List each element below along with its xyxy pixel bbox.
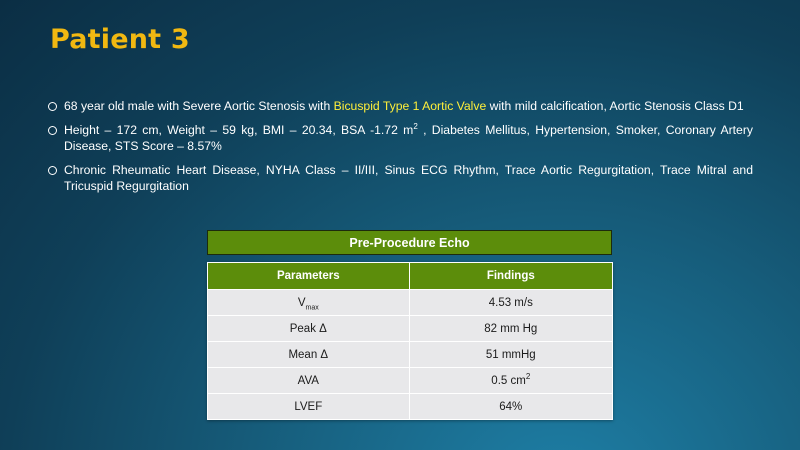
finding-cell: 64%: [409, 394, 612, 420]
parameter-cell: LVEF: [208, 394, 410, 420]
parameter-cell: AVA: [208, 368, 410, 394]
bullet-text: with mild calcification, Aortic Stenosis Class D1: [486, 99, 744, 113]
bullet-text: 68 year old male with Severe Aortic Stenosis with: [64, 99, 334, 113]
finding-label: 0.5 cm: [491, 374, 526, 387]
bullet-text: Chronic Rheumatic Heart Disease, NYHA Class – II/III, Sinus ECG Rhythm, Trace Aortic Regurgitation, Trace Mitral and Tricuspid Regurgitation: [64, 163, 753, 193]
echo-table: [207, 262, 613, 420]
parameter-cell: Peak Δ: [208, 316, 410, 342]
hollow-circle-bullet-icon: [48, 126, 57, 135]
bullet-text: , Diabetes Mellitus, Hypertension, Smoker, Coronary Artery Disease, STS Score – 8.57%: [64, 123, 753, 153]
column-header-findings: Findings: [409, 263, 612, 290]
hollow-circle-bullet-icon: [48, 102, 57, 111]
table-header-row: [208, 263, 613, 290]
bullet-list: [48, 98, 753, 202]
table-row: [208, 290, 613, 316]
bullet-item: [48, 98, 753, 114]
table-row: [208, 368, 613, 394]
hollow-circle-bullet-icon: [48, 166, 57, 175]
parameter-cell: Mean Δ: [208, 342, 410, 368]
superscript: 2: [413, 121, 418, 131]
slide-title: Patient 3: [50, 24, 190, 55]
column-header-parameters: Parameters: [208, 263, 410, 290]
highlighted-text: Bicuspid Type 1 Aortic Valve: [333, 99, 487, 113]
table-row: [208, 394, 613, 420]
superscript: 2: [525, 371, 531, 381]
table-title: Pre-Procedure Echo: [207, 230, 612, 255]
finding-cell: 51 mmHg: [409, 342, 612, 368]
bullet-item: [48, 162, 753, 194]
finding-cell: 82 mm Hg: [409, 316, 612, 342]
finding-cell: [409, 368, 612, 394]
table-row: [208, 342, 613, 368]
table-row: [208, 316, 613, 342]
bullet-text: Height – 172 cm, Weight – 59 kg, BMI – 20.34, BSA -1.72 m: [64, 123, 414, 137]
parameter-label: V: [297, 296, 306, 309]
finding-cell: 4.53 m/s: [409, 290, 612, 316]
subscript: max: [305, 303, 319, 311]
bullet-item: [48, 122, 753, 154]
parameter-cell: [208, 290, 410, 316]
